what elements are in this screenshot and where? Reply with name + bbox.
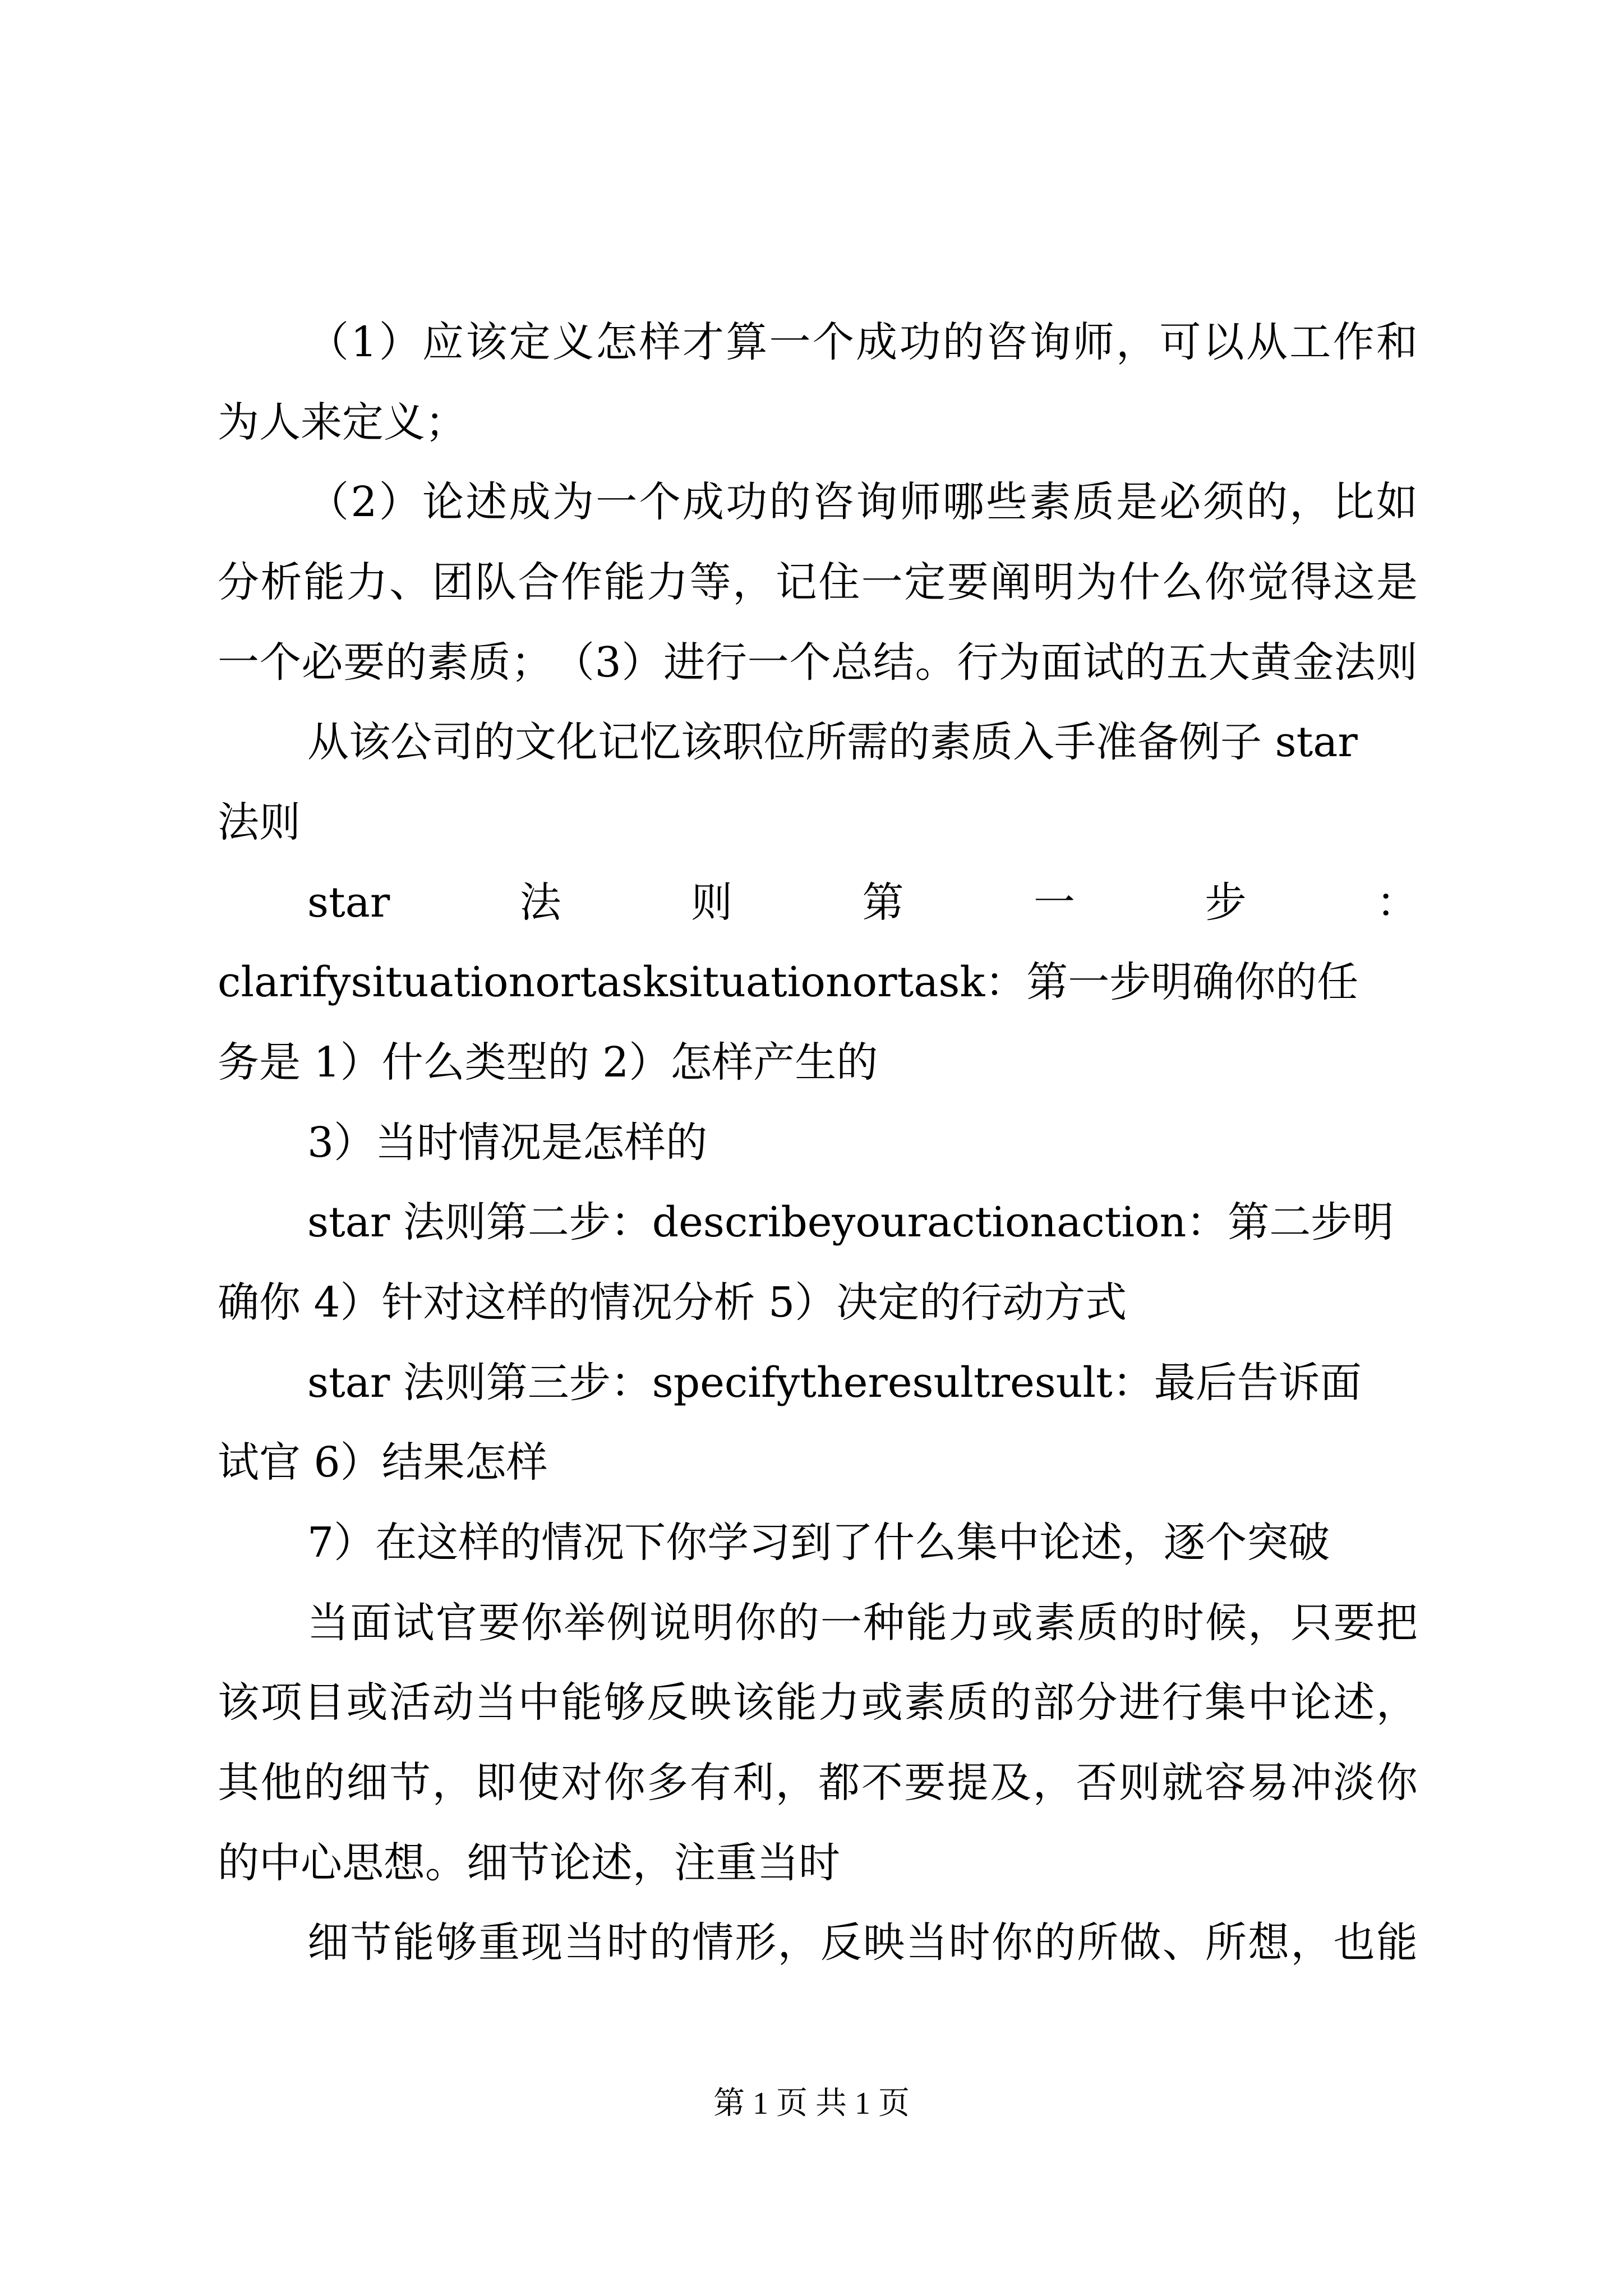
word: 一 bbox=[1034, 878, 1076, 927]
paragraph-line: （ 1 ） 应 该 定 义 怎 样 才 算 一 个 成 功 的 咨 询 师 ， 可 以 从 工 作 和 bbox=[307, 318, 1418, 366]
paragraph-line: star 法则第三步：specifytheresultresult：最后告诉面 bbox=[307, 1359, 1362, 1407]
word: 第 bbox=[862, 878, 904, 927]
paragraph-line: 的中心思想。细节论述，注重当时 bbox=[218, 1839, 840, 1887]
paragraph-line: （ 2 ） 论 述 成 为 一 个 成 功 的 咨 询 师 哪 些 素 质 是 必 须 的 ， 比 如 bbox=[307, 478, 1418, 526]
paragraph-line: 该 项 目 或 活 动 当 中 能 够 反 映 该 能 力 或 素 质 的 部 分 进 行 集 中 论 述 ， bbox=[218, 1678, 1418, 1727]
paragraph-line: 细 节 能 够 重 现 当 时 的 情 形 ， 反 映 当 时 你 的 所 做 、 所 想 ， 也 能 bbox=[307, 1918, 1418, 1967]
word: 法 bbox=[519, 878, 561, 927]
paragraph-line: 其 他 的 细 节 ， 即 使 对 你 多 有 利 ， 都 不 要 提 及 ， 否 则 就 容 易 冲 淡 你 bbox=[218, 1759, 1418, 1807]
paragraph-line: 法则 bbox=[218, 798, 301, 846]
word: 则 bbox=[691, 878, 733, 927]
paragraph-line: 从该公司的文化记忆该职位所需的素质入手准备例子 star bbox=[307, 718, 1358, 766]
page-footer: 第 1 页 共 1 页 bbox=[713, 2086, 910, 2121]
paragraph-line: 务是 1）什么类型的 2）怎样产生的 bbox=[218, 1038, 878, 1087]
paragraph-line: 一 个 必 要 的 素 质 ； （ 3 ） 进 行 一 个 总 结 。 行 为 面 试 的 五 大 黄 金 法 则 bbox=[218, 638, 1418, 687]
paragraph-line: 试官 6）结果怎样 bbox=[218, 1438, 548, 1487]
paragraph-line: 分 析 能 力 、 团 队 合 作 能 力 等 ， 记 住 一 定 要 阐 明 为 什 么 你 觉 得 这 是 bbox=[218, 558, 1418, 606]
word: ： bbox=[1376, 878, 1418, 927]
paragraph-line: clarifysituationortasksituationortask：第一步明确你的任 bbox=[218, 958, 1359, 1006]
paragraph-line: 3）当时情况是怎样的 bbox=[307, 1119, 708, 1167]
justified-line bbox=[307, 875, 1418, 931]
paragraph-line: 确你 4）针对这样的情况分析 5）决定的行动方式 bbox=[218, 1278, 1127, 1327]
word: 步 bbox=[1205, 878, 1247, 927]
paragraph-line: 为人来定义； bbox=[218, 398, 467, 447]
paragraph-line: star 法则第二步：describeyouractionaction：第二步明 bbox=[307, 1198, 1394, 1246]
paragraph-line: 当 面 试 官 要 你 举 例 说 明 你 的 一 种 能 力 或 素 质 的 时 候 ， 只 要 把 bbox=[307, 1599, 1418, 1647]
word: star bbox=[307, 878, 390, 927]
paragraph-line: 7）在这样的情况下你学习到了什么集中论述，逐个突破 bbox=[307, 1519, 1330, 1567]
